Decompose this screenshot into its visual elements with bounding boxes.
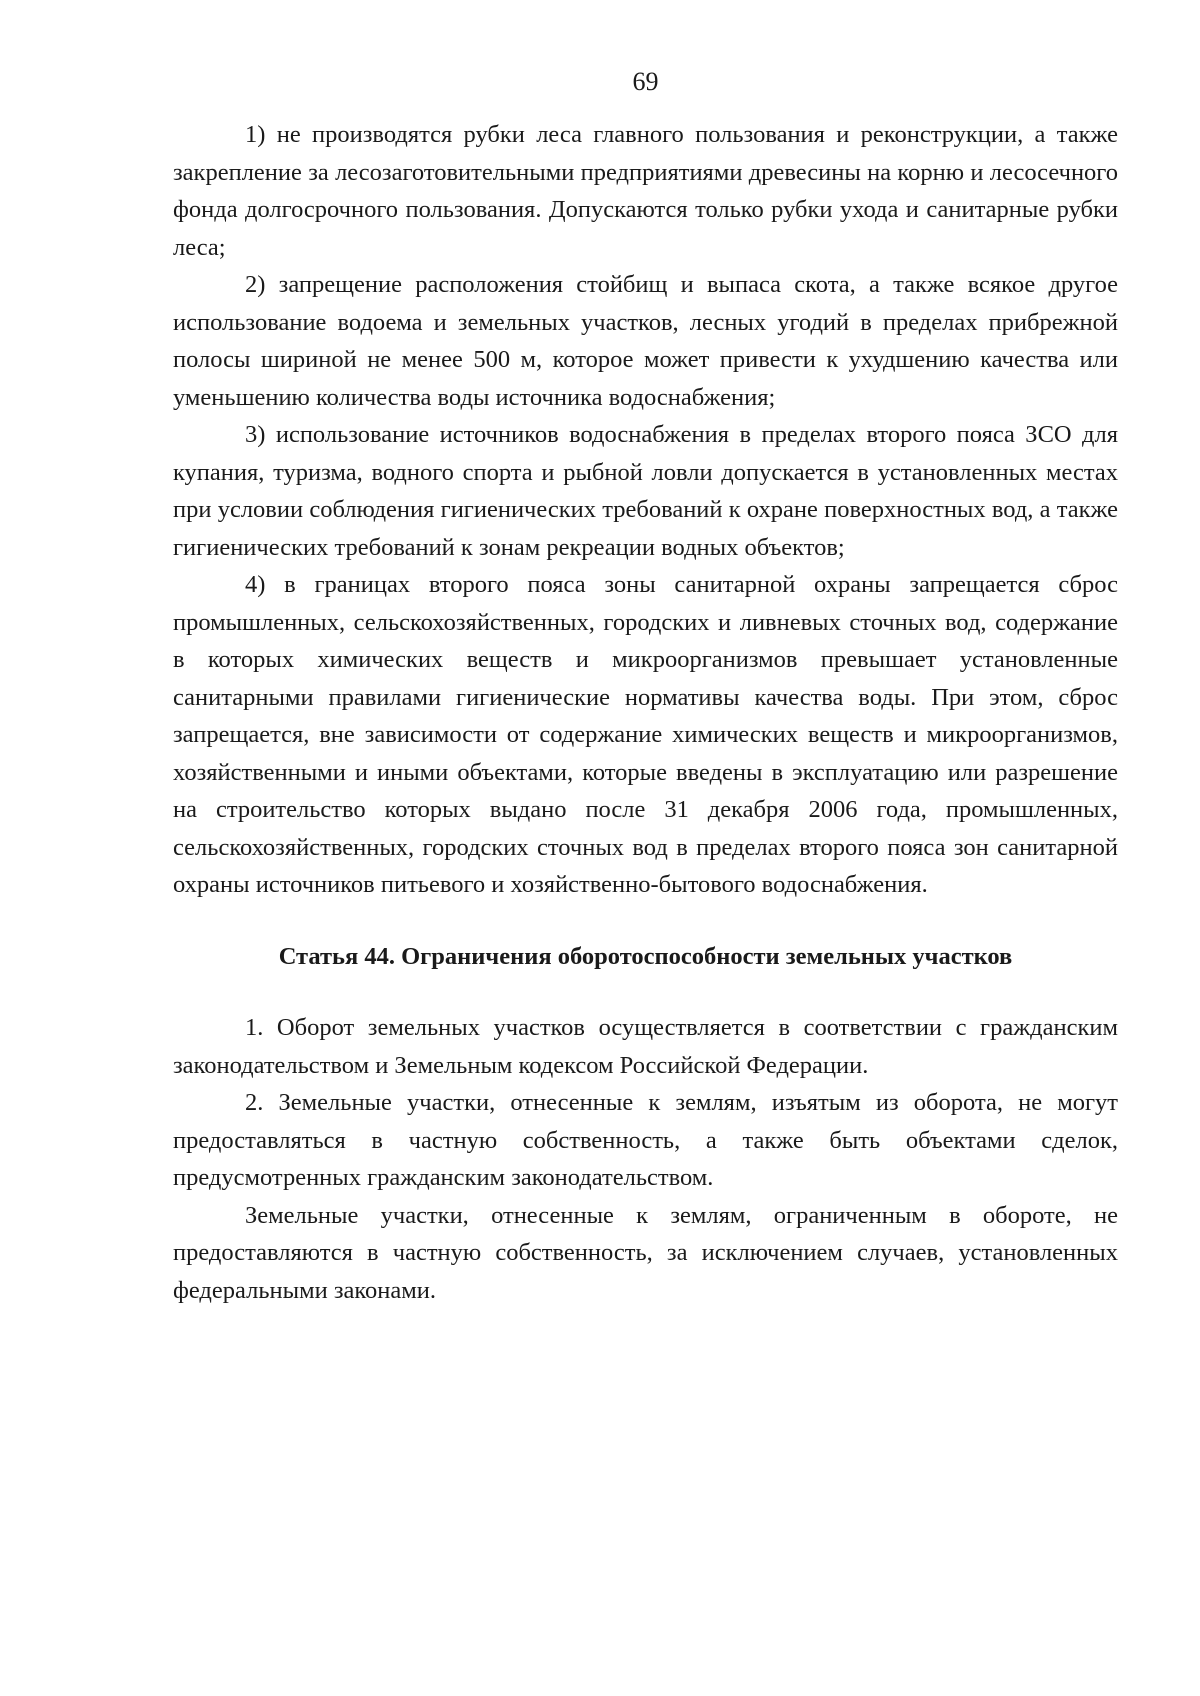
article-body [173,1009,1118,1309]
paragraph-item-4: 4) в границах второго пояса зоны санитарной охраны запрещается сброс промышленных, сельскохозяйственных, городских и ливневых сточных вод, содержание в которых химических веществ и микроорганизмов превышает установленные санитарными правилами гигиенические нормативы качества воды. При этом, сброс запрещается, вне зависимости от содержание химических веществ и микроорганизмов, хозяйственными и иными объектами, которые введены в эксплуатацию или разрешение на строительство которых выдано после 31 декабря 2006 года, промышленных, сельскохозяйственных, городских сточных вод в пределах второго пояса зон санитарной охраны источников питьевого и хозяйственно-бытового водоснабжения. [173,571,1118,898]
article-paragraph-1: 1. Оборот земельных участков осуществляется в соответствии с гражданским законодательством и Земельным кодексом Российской Федерации. [173,1014,1118,1079]
article-paragraph-3: Земельные участки, отнесенные к землям, ограниченным в обороте, не предоставляются в частную собственность, за исключением случаев, установленных федеральными законами. [173,1201,1118,1304]
document-page [173,62,1118,1309]
restrictions-list [173,116,1118,904]
paragraph-item-1: 1) не производятся рубки леса главного пользования и реконструкции, а также закрепление за лесозаготовительными предприятиями древесины на корню и лесосечного фонда долгосрочного пользования. Допускаются только рубки ухода и санитарные рубки леса; [173,121,1118,261]
paragraph-item-3: 3) использование источников водоснабжения в пределах второго пояса ЗСО для купания, туризма, водного спорта и рыбной ловли допускается в установленных местах при условии соблюдения гигиенических требований к охране поверхностных вод, а также гигиенических требований к зонам рекреации водных объектов; [173,421,1118,561]
page-number: 69 [632,67,659,96]
article-paragraph-2: 2. Земельные участки, отнесенные к землям, изъятым из оборота, не могут предоставляться в частную собственность, а также быть объектами сделок, предусмотренных гражданским законодательством. [173,1089,1118,1191]
paragraph-item-2: 2) запрещение расположения стойбищ и выпаса скота, а также всякое другое использование водоема и земельных участков, лесных угодий в пределах прибрежной полосы шириной не менее 500 м, которое может привести к ухудшению качества или уменьшению количества воды источника водоснабжения; [173,271,1118,411]
article-heading: Статья 44. Ограничения оборотоспособности земельных участков [278,942,1013,970]
